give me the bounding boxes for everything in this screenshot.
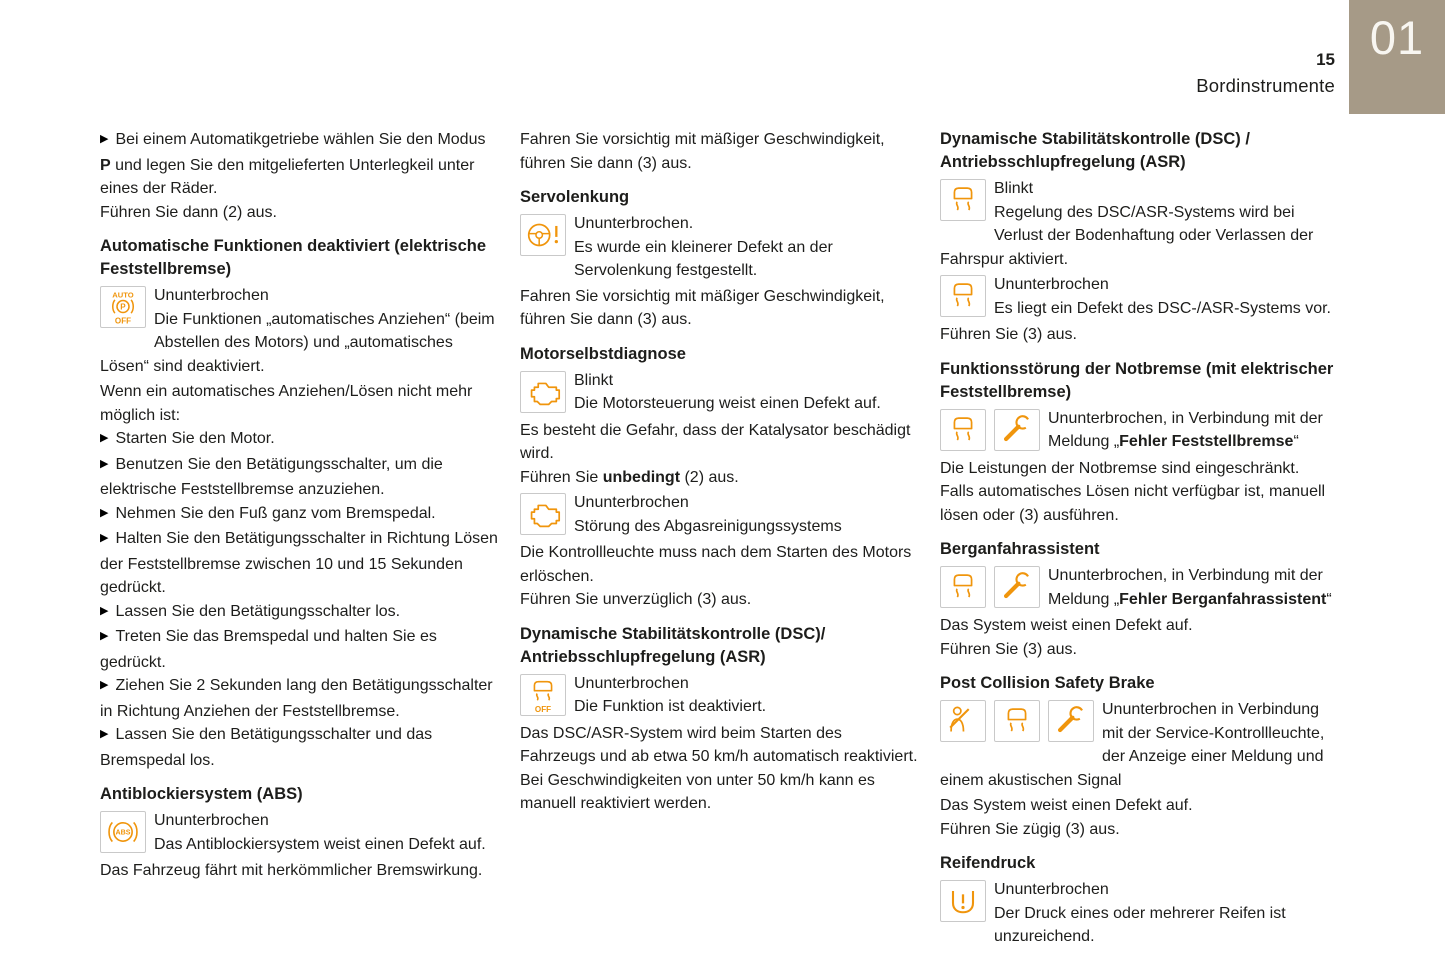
svg-text:P: P (120, 302, 126, 312)
text-segment: (2) aus. (680, 468, 739, 486)
indicator-description (100, 308, 498, 379)
text-segment: Führen Sie (3) aus. (940, 640, 1077, 658)
text-segment: Ununterbrochen in Verbindung mit der Service-Kontrollleuchte, der Anzeige einer Meldung und einem akustischen Signal (940, 701, 1325, 789)
paragraph (940, 480, 1338, 527)
paragraph (940, 818, 1338, 842)
stability-icon (940, 566, 986, 608)
paragraph (520, 285, 918, 332)
paragraph (520, 419, 918, 466)
occupant-icon (940, 700, 986, 742)
indicator-description (520, 515, 918, 539)
text-segment: Störung des Abgasreinigungssystems (574, 517, 842, 535)
text-segment: Der Druck eines oder mehrerer Reifen ist unzureichend. (994, 904, 1286, 945)
text-segment: Es wurde ein kleinerer Defekt an der Servolenkung festgestellt. (574, 238, 833, 279)
warning-indicator-block (520, 672, 918, 720)
section-title: Bordinstrumente (1196, 75, 1335, 96)
text-segment: Nehmen Sie den Fuß ganz vom Bremspedal. (115, 504, 436, 522)
paragraph (940, 794, 1338, 818)
bullet-marker-icon: ▶ (100, 630, 109, 642)
bullet-item (100, 527, 498, 600)
indicator-description (100, 833, 498, 857)
text-column-2 (520, 128, 918, 951)
wrench-icon (1048, 700, 1094, 742)
content-columns (100, 128, 1338, 951)
stability-icon (940, 275, 986, 317)
text-segment: Ununterbrochen, in Verbindung mit der Meldung „ (1048, 567, 1323, 608)
warning-indicator-block (940, 878, 1338, 949)
text-segment: Lassen Sie den Betätigungsschalter und das Bremspedal los. (100, 726, 433, 769)
paragraph (520, 722, 918, 769)
bullet-item (100, 600, 498, 626)
warning-indicator-block (940, 177, 1338, 271)
paragraph (940, 638, 1338, 662)
section-heading: Dynamische Stabilitätskontrolle (DSC) / Antriebsschlupfregelung (ASR) (940, 130, 1250, 171)
section-heading: Automatische Funktionen deaktiviert (elektrische Feststellbremse) (100, 237, 487, 278)
text-segment: Führen Sie zügig (3) aus. (940, 820, 1120, 838)
indicator-status: Ununterbrochen. (574, 215, 694, 232)
text-segment: Fahren Sie vorsichtig mit mäßiger Geschwindigkeit, führen Sie dann (3) aus. (520, 131, 885, 172)
bullet-item (100, 427, 498, 453)
text-segment: Die Funktionen „automatisches Anziehen“ (beim Abstellen des Motors) und „automatisches Lösen“ sind deaktiviert. (100, 310, 495, 375)
bullet-marker-icon: ▶ (100, 432, 109, 444)
engine-icon (520, 493, 566, 535)
bullet-marker-icon: ▶ (100, 532, 109, 544)
wrench-icon (994, 566, 1040, 608)
text-segment: Wenn ein automatisches Anziehen/Lösen nicht mehr möglich ist: (100, 383, 473, 424)
text-segment: Halten Sie den Betätigungsschalter in Richtung Lösen der Feststellbremse zwischen 10 und 15 Sekunden gedrückt. (100, 530, 498, 596)
paragraph (940, 614, 1338, 638)
chapter-tab (1349, 0, 1445, 114)
text-segment: Das Antiblockiersystem weist einen Defekt auf. (154, 835, 486, 853)
paragraph (520, 128, 918, 175)
indicator-description (520, 392, 918, 416)
text-segment: Es liegt ein Defekt des DSC-/ASR-Systems vor. (994, 299, 1331, 317)
text-segment: Falls automatisches Lösen nicht verfügbar ist, manuell lösen oder (3) ausführen. (940, 483, 1326, 524)
indicator-status: Ununterbrochen (154, 287, 269, 304)
warning-indicator-block (940, 407, 1338, 455)
section-heading: Berganfahrassistent (940, 540, 1100, 558)
text-segment: P (100, 156, 111, 174)
indicator-description (940, 902, 1338, 949)
indicator-status: Blinkt (994, 180, 1034, 197)
bullet-item (100, 674, 498, 723)
text-segment: Die Motorsteuerung weist einen Defekt auf. (574, 395, 881, 412)
paragraph (520, 769, 918, 816)
bullet-item (100, 502, 498, 528)
indicator-description (520, 236, 918, 283)
warning-indicator-block (940, 273, 1338, 321)
text-segment: Regelung des DSC/ASR-Systems wird bei Verlust der Bodenhaftung oder Verlassen der Fahrspur aktiviert. (940, 203, 1314, 268)
bullet-marker-icon: ▶ (100, 506, 109, 519)
indicator-description (520, 695, 918, 719)
paragraph (520, 466, 918, 490)
warning-indicator-block (520, 369, 918, 417)
text-segment: Fehler Berganfahrassistent (1119, 590, 1327, 608)
text-segment: Das System weist einen Defekt auf. (940, 797, 1193, 814)
bullet-marker-icon: ▶ (100, 457, 109, 470)
stability-icon (994, 700, 1040, 742)
bullet-item (100, 128, 498, 201)
stability-icon (940, 409, 986, 451)
text-segment: Führen Sie dann (2) aus. (100, 203, 277, 221)
paragraph (940, 323, 1338, 347)
bullet-marker-icon: ▶ (100, 728, 109, 740)
bullet-item (100, 723, 498, 772)
section-heading: Antiblockiersystem (ABS) (100, 785, 303, 803)
text-segment: Bei einem Automatikgetriebe wählen Sie den Modus (115, 131, 486, 148)
text-segment: Führen Sie unverzüglich (3) aus. (520, 591, 752, 608)
indicator-description (940, 297, 1338, 321)
section-heading: Servolenkung (520, 188, 630, 206)
warning-indicator-block (100, 284, 498, 378)
abs-icon (100, 811, 146, 853)
text-segment: Starten Sie den Motor. (115, 430, 275, 447)
text-segment: “ (1293, 433, 1299, 450)
text-segment: Ziehen Sie 2 Sekunden lang den Betätigungsschalter in Richtung Anziehen der Feststellbremse. (100, 677, 493, 720)
svg-text:AUTO: AUTO (112, 290, 134, 300)
engine-icon (520, 371, 566, 413)
text-segment: Treten Sie das Bremspedal und halten Sie es gedrückt. (100, 628, 437, 671)
stability-off-icon (520, 674, 566, 716)
text-segment: Es besteht die Gefahr, dass der Katalysator beschädigt wird. (520, 421, 911, 462)
text-segment: Führen Sie (520, 468, 603, 486)
bullet-item (100, 625, 498, 674)
text-segment: Benutzen Sie den Betätigungsschalter, um die elektrische Feststellbremse anzuziehen. (100, 455, 443, 498)
indicator-status: Ununterbrochen (994, 881, 1109, 898)
bullet-item (100, 453, 498, 502)
text-segment: Das Fahrzeug fährt mit herkömmlicher Bremswirkung. (100, 862, 483, 879)
section-heading: Dynamische Stabilitätskontrolle (DSC)/ Antriebsschlupfregelung (ASR) (520, 624, 826, 666)
svg-text:ABS: ABS (115, 828, 131, 837)
text-segment: Die Kontrollleuchte muss nach dem Starten des Motors erlöschen. (520, 544, 912, 585)
text-segment: und legen Sie den mitgelieferten Unterlegkeil unter eines der Räder. (100, 156, 475, 197)
svg-text:OFF: OFF (534, 704, 552, 714)
section-heading: Motorselbstdiagnose (520, 344, 686, 363)
stability-icon (940, 179, 986, 221)
indicator-status: Ununterbrochen (574, 674, 689, 692)
warning-indicator-block (520, 491, 918, 539)
indicator-description (940, 201, 1338, 272)
paragraph (100, 201, 498, 225)
warning-indicator-block (520, 212, 918, 283)
indicator-status: Ununterbrochen (994, 276, 1109, 293)
section-heading: Reifendruck (940, 854, 1036, 872)
text-segment: Fehler Feststellbremse (1119, 433, 1294, 450)
page-number: 15 (1316, 50, 1335, 69)
text-segment: Fahren Sie vorsichtig mit mäßiger Geschwindigkeit, führen Sie dann (3) aus. (520, 287, 885, 328)
tire-pressure-icon (940, 880, 986, 922)
text-segment: Die Leistungen der Notbremse sind eingeschränkt. (940, 459, 1300, 477)
svg-text:OFF: OFF (114, 316, 132, 326)
chapter-number: 01 (1369, 11, 1425, 64)
paragraph (940, 457, 1338, 481)
indicator-status: Blinkt (574, 371, 614, 389)
text-segment: Führen Sie (3) aus. (940, 326, 1077, 343)
paragraph (100, 380, 498, 427)
wrench-icon (994, 409, 1040, 451)
section-heading: Funktionsstörung der Notbremse (mit elektrischer Feststellbremse) (940, 359, 1334, 401)
text-segment: Lassen Sie den Betätigungsschalter los. (115, 602, 401, 620)
paragraph (520, 588, 918, 612)
bullet-marker-icon: ▶ (100, 604, 109, 617)
text-segment: Die Funktion ist deaktiviert. (574, 698, 767, 715)
warning-indicator-block (940, 564, 1338, 612)
text-column-1 (100, 128, 498, 951)
paragraph (520, 541, 918, 588)
indicator-status: Ununterbrochen (154, 812, 269, 829)
auto-parking-off-icon (100, 286, 146, 328)
warning-indicator-block (100, 809, 498, 857)
text-segment: Das DSC/ASR-System wird beim Starten des Fahrzeugs und ab etwa 50 km/h automatisch reaktiviert. (520, 724, 918, 765)
text-segment: Ununterbrochen, in Verbindung mit der Meldung „ (1048, 409, 1323, 450)
paragraph (100, 859, 498, 883)
steering-warning-icon (520, 214, 566, 256)
text-segment: Bei Geschwindigkeiten von unter 50 km/h kann es manuell reaktiviert werden. (520, 771, 875, 812)
indicator-status: Ununterbrochen (574, 494, 689, 511)
page-header (1196, 50, 1335, 97)
text-segment: Das System weist einen Defekt auf. (940, 617, 1193, 634)
section-heading: Post Collision Safety Brake (940, 674, 1155, 692)
bullet-marker-icon: ▶ (100, 133, 109, 145)
text-column-3 (940, 128, 1338, 951)
text-segment: “ (1326, 590, 1332, 608)
text-segment: unbedingt (602, 468, 681, 486)
warning-indicator-block (940, 698, 1338, 792)
bullet-marker-icon: ▶ (100, 679, 109, 691)
